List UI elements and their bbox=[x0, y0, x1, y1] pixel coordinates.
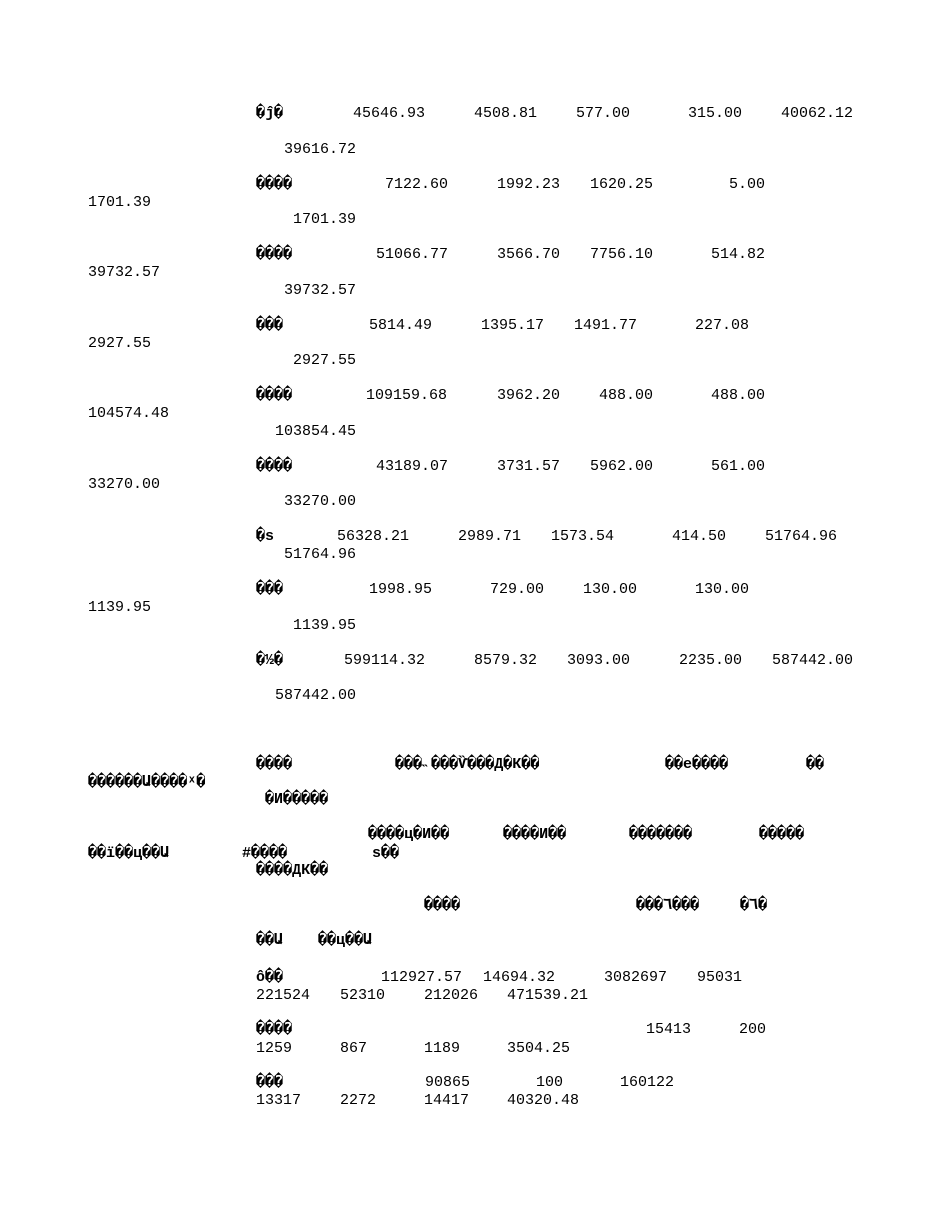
cell: 200 bbox=[739, 1021, 767, 1038]
cell: 103854.45 bbox=[275, 423, 357, 440]
cell: 130.00 bbox=[695, 581, 750, 598]
cell: 1395.17 bbox=[481, 317, 545, 334]
row-label: ��� bbox=[256, 317, 284, 334]
cell: 1701.39 bbox=[88, 194, 152, 211]
cell: 577.00 bbox=[576, 105, 631, 122]
row-label: ���� bbox=[256, 246, 293, 263]
cell: 227.08 bbox=[695, 317, 750, 334]
cell: 221524 bbox=[256, 987, 311, 1004]
row-label: ���� bbox=[256, 458, 293, 475]
row-label: ��� bbox=[256, 581, 284, 598]
header-cell: #���� bbox=[242, 845, 288, 862]
cell: 109159.68 bbox=[366, 387, 448, 404]
cell: 729.00 bbox=[490, 581, 545, 598]
cell: 587442.00 bbox=[275, 687, 357, 704]
header-cell: ��Ա bbox=[256, 932, 284, 949]
cell: 1992.23 bbox=[497, 176, 561, 193]
cell: 414.50 bbox=[672, 528, 727, 545]
cell: 4508.81 bbox=[474, 105, 538, 122]
cell: 51764.96 bbox=[284, 546, 357, 563]
cell: 1491.77 bbox=[574, 317, 638, 334]
header-cell: ����� bbox=[759, 826, 805, 843]
cell: 130.00 bbox=[583, 581, 638, 598]
cell: 90865 bbox=[425, 1074, 471, 1091]
cell: 599114.32 bbox=[344, 652, 426, 669]
row-label: ô�� bbox=[256, 969, 284, 986]
cell: 1701.39 bbox=[293, 211, 357, 228]
header-cell: ������� bbox=[629, 826, 693, 843]
cell: 56328.21 bbox=[337, 528, 410, 545]
cell: 1189 bbox=[424, 1040, 461, 1057]
cell: 8579.32 bbox=[474, 652, 538, 669]
cell: 33270.00 bbox=[88, 476, 161, 493]
cell: 40320.48 bbox=[507, 1092, 580, 1109]
header-cell: �٦� bbox=[740, 897, 768, 914]
cell: 488.00 bbox=[599, 387, 654, 404]
cell: 1139.95 bbox=[293, 617, 357, 634]
cell: 45646.93 bbox=[353, 105, 426, 122]
cell: 3093.00 bbox=[567, 652, 631, 669]
cell: 1139.95 bbox=[88, 599, 152, 616]
cell: 43189.07 bbox=[376, 458, 449, 475]
cell: 212026 bbox=[424, 987, 479, 1004]
cell: 2235.00 bbox=[679, 652, 743, 669]
cell: 3731.57 bbox=[497, 458, 561, 475]
cell: 315.00 bbox=[688, 105, 743, 122]
cell: 5814.49 bbox=[369, 317, 433, 334]
cell: 471539.21 bbox=[507, 987, 589, 1004]
cell: 3504.25 bbox=[507, 1040, 571, 1057]
cell: 2989.71 bbox=[458, 528, 522, 545]
row-label: ���� bbox=[256, 1021, 293, 1038]
cell: 14417 bbox=[424, 1092, 470, 1109]
cell: 1259 bbox=[256, 1040, 293, 1057]
row-label: ���� bbox=[256, 387, 293, 404]
header-cell: ���˵���Ѷ���Д�К�� bbox=[395, 756, 540, 773]
cell: 13317 bbox=[256, 1092, 302, 1109]
header-cell: �И����� bbox=[265, 791, 329, 808]
cell: 2927.55 bbox=[293, 352, 357, 369]
cell: 1998.95 bbox=[369, 581, 433, 598]
header-cell: ������Ա����ˣ� bbox=[88, 774, 206, 791]
cell: 7756.10 bbox=[590, 246, 654, 263]
cell: 2927.55 bbox=[88, 335, 152, 352]
cell: 1620.25 bbox=[590, 176, 654, 193]
cell: 160122 bbox=[620, 1074, 675, 1091]
header-cell: �� bbox=[806, 756, 825, 773]
cell: 14694.32 bbox=[483, 969, 556, 986]
cell: 15413 bbox=[646, 1021, 692, 1038]
cell: 5962.00 bbox=[590, 458, 654, 475]
header-cell: ���� bbox=[256, 756, 293, 773]
cell: 39732.57 bbox=[284, 282, 357, 299]
header-cell: ���� bbox=[424, 897, 461, 914]
cell: 3082697 bbox=[604, 969, 668, 986]
row-label: �½� bbox=[256, 652, 284, 669]
cell: 867 bbox=[340, 1040, 368, 1057]
cell: 561.00 bbox=[711, 458, 766, 475]
cell: 7122.60 bbox=[385, 176, 449, 193]
row-label: �ѕ bbox=[256, 528, 275, 545]
cell: 3962.20 bbox=[497, 387, 561, 404]
cell: 1573.54 bbox=[551, 528, 615, 545]
header-cell: ��ц��Ա bbox=[318, 932, 373, 949]
row-label: ��� bbox=[256, 1074, 284, 1091]
cell: 2272 bbox=[340, 1092, 377, 1109]
cell: 95031 bbox=[697, 969, 743, 986]
header-cell: ��е���� bbox=[665, 756, 729, 773]
header-cell: ���٦��� bbox=[636, 897, 700, 914]
cell: 5.00 bbox=[729, 176, 766, 193]
cell: 587442.00 bbox=[772, 652, 854, 669]
cell: 3566.70 bbox=[497, 246, 561, 263]
cell: 104574.48 bbox=[88, 405, 170, 422]
header-cell: ����И�� bbox=[503, 826, 567, 843]
cell: 52310 bbox=[340, 987, 386, 1004]
header-cell: ��ї��ц��Ա bbox=[88, 845, 170, 862]
cell: 39732.57 bbox=[88, 264, 161, 281]
row-label: ���� bbox=[256, 176, 293, 193]
header-cell: ����ДК�� bbox=[256, 862, 329, 879]
cell: 488.00 bbox=[711, 387, 766, 404]
row-label: �ĵ� bbox=[256, 105, 284, 122]
cell: 100 bbox=[536, 1074, 564, 1091]
cell: 33270.00 bbox=[284, 493, 357, 510]
cell: 514.82 bbox=[711, 246, 766, 263]
header-cell: ����ц�И�� bbox=[368, 826, 450, 843]
cell: 39616.72 bbox=[284, 141, 357, 158]
cell: 51764.96 bbox=[765, 528, 838, 545]
cell: 112927.57 bbox=[381, 969, 463, 986]
cell: 51066.77 bbox=[376, 246, 449, 263]
cell: 40062.12 bbox=[781, 105, 854, 122]
header-cell: ѕ�� bbox=[372, 845, 400, 862]
